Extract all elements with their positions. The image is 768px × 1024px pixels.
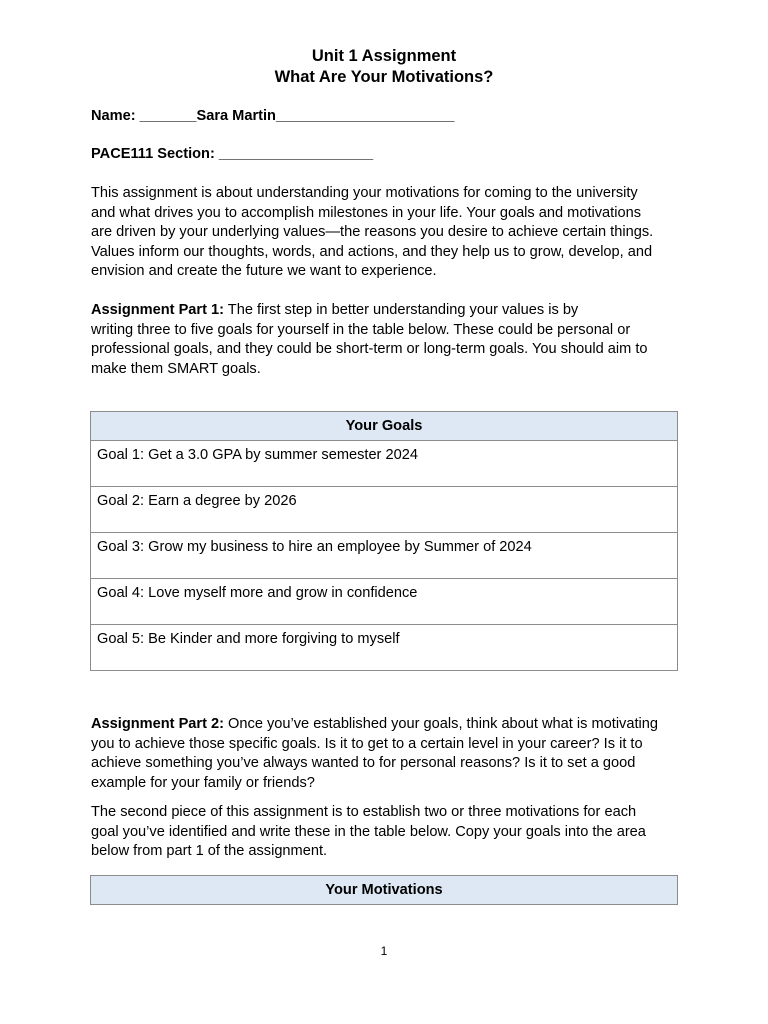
part2-paragraph [91,715,681,793]
part2-second-line: goal you’ve identified and write these in the table below. Copy your goals into the area [91,823,646,840]
goal-row: Goal 3: Grow my business to hire an employee by Summer of 2024 [91,533,678,579]
motivations-table-header: Your Motivations [91,876,678,905]
goal-row: Goal 2: Earn a degree by 2026 [91,487,678,533]
goal-row: Goal 1: Get a 3.0 GPA by summer semester 2024 [91,441,678,487]
part2-second-paragraph [91,803,681,862]
motivations-table [90,875,678,905]
part1-paragraph [91,301,681,379]
goals-table [90,411,678,671]
intro-line: Values inform our thoughts, words, and actions, and they help us to grow, develop, and [91,243,653,260]
part1-label: Assignment Part 1: [91,302,224,318]
part2-second-line: The second piece of this assignment is to establish two or three motivations for each [91,804,637,820]
part1-line: professional goals, and they could be short-term or long-term goals. You should aim to [91,341,648,357]
goal-row: Goal 5: Be Kinder and more forgiving to myself [91,625,678,671]
part2-line: you to achieve those specific goals. Is it to get to a certain level in your career? Is it to [91,735,643,752]
intro-line: are driven by your underlying values—the reasons you desire to achieve certain things. [91,224,654,240]
name-label: Name: [91,108,136,124]
goal-row: Goal 4: Love myself more and grow in confidence [91,579,678,625]
name-field [91,107,455,127]
part2-line: achieve something you’ve always wanted to for personal reasons? Is it to set a good [91,755,636,771]
part1-line: make them SMART goals. [91,360,261,377]
intro-paragraph [91,184,681,282]
section-field [91,145,373,165]
part2-second-line: below from part 1 of the assignment. [91,843,328,859]
part1-line: writing three to five goals for yourself in the table below. These could be personal or [91,321,631,338]
section-value: ___________________ [214,146,374,162]
part2-first-text: Once you’ve established your goals, think about what is motivating [224,716,659,732]
page-number: 1 [380,944,388,958]
part1-first-text: The first step in better understanding your values is by [224,302,579,318]
section-label: PACE111 Section: [91,146,215,162]
name-value: _______Sara Martin______________________ [135,108,455,124]
intro-line: and what drives you to accomplish milestones in your life. Your goals and motivations [91,204,641,221]
title-line-1: Unit 1 Assignment [311,47,457,65]
goals-table-header: Your Goals [91,412,678,441]
intro-line: envision and create the future we want to experience. [91,263,437,279]
part2-line: example for your family or friends? [91,774,315,791]
title-line-2: What Are Your Motivations? [274,68,494,86]
part1-first-line [91,301,681,321]
part2-label: Assignment Part 2: [91,716,224,732]
part2-first-line [91,715,681,735]
intro-line: This assignment is about understanding your motivations for coming to the university [91,185,638,201]
